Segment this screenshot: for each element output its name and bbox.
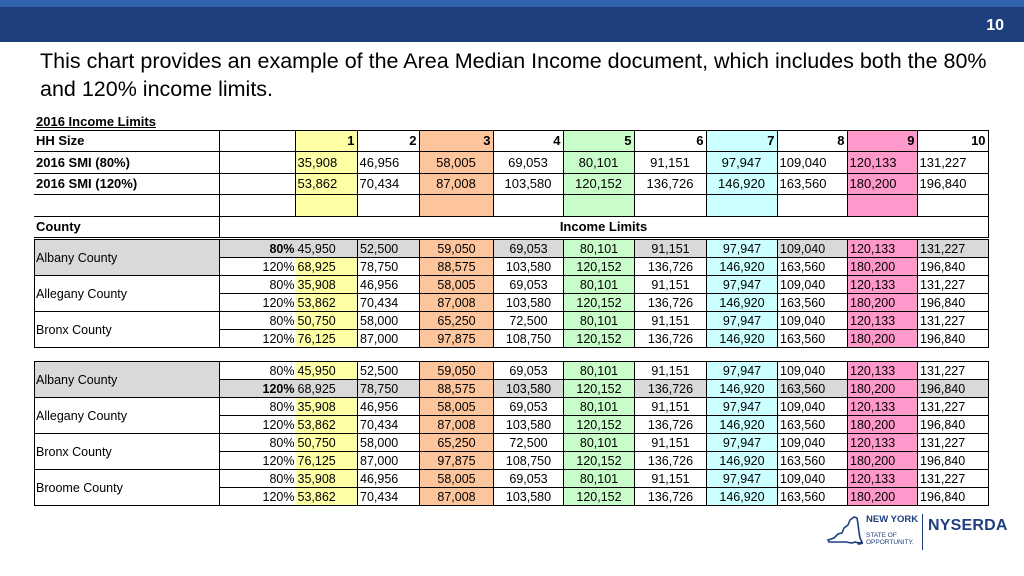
smi-80-cell: 69,053 (493, 152, 563, 174)
income-cell: 120,133 (848, 276, 918, 294)
income-cell: 97,875 (420, 452, 494, 470)
hh-size-cell: 9 (847, 130, 917, 152)
income-cell: 80,101 (564, 470, 635, 488)
logo-ny-line1: NEW YORK (866, 514, 919, 525)
income-cell: 180,200 (848, 294, 918, 312)
percent-label: 120% (220, 294, 296, 312)
income-cell: 109,040 (778, 434, 848, 452)
income-cell: 109,040 (778, 470, 848, 488)
hh-size-cell: 2 (357, 130, 419, 152)
income-cell: 180,200 (848, 488, 918, 506)
percent-label: 120% (220, 416, 296, 434)
county-name: Allegany County (35, 398, 220, 434)
income-cell: 91,151 (635, 276, 707, 294)
income-cell: 109,040 (778, 362, 848, 380)
logo-ny-line2: STATE OF (866, 532, 897, 539)
income-cell: 97,947 (707, 312, 778, 330)
income-cell: 109,040 (778, 312, 848, 330)
income-cell: 131,227 (918, 398, 989, 416)
logo-divider (922, 514, 923, 550)
income-cell: 58,005 (420, 470, 494, 488)
income-cell: 59,050 (420, 240, 494, 258)
income-cell: 146,920 (707, 452, 778, 470)
income-cell: 58,005 (420, 276, 494, 294)
percent-label: 80% (220, 312, 296, 330)
income-cell: 80,101 (564, 312, 635, 330)
income-cell: 163,560 (778, 488, 848, 506)
income-cell: 196,840 (918, 258, 989, 276)
smi-120-cell: 146,920 (706, 173, 777, 195)
income-cell: 87,008 (420, 294, 494, 312)
income-cell: 180,200 (848, 452, 918, 470)
income-cell: 180,200 (848, 380, 918, 398)
percent-label: 80% (220, 434, 296, 452)
table-row (35, 312, 989, 330)
smi-120-cell: 120,152 (563, 173, 634, 195)
county-income-table-2 (34, 361, 989, 506)
percent-label: 120% (220, 488, 296, 506)
income-cell: 50,750 (296, 312, 358, 330)
income-cell: 131,227 (918, 240, 989, 258)
income-cell: 87,000 (358, 330, 420, 348)
income-cell: 196,840 (918, 330, 989, 348)
income-cell: 196,840 (918, 452, 989, 470)
income-cell: 88,575 (420, 380, 494, 398)
income-cell: 103,580 (494, 416, 564, 434)
income-cell: 53,862 (296, 294, 358, 312)
income-cell: 146,920 (707, 258, 778, 276)
income-cell: 97,947 (707, 362, 778, 380)
income-cell: 68,925 (296, 380, 358, 398)
percent-label: 80% (220, 398, 296, 416)
income-cell: 78,750 (358, 258, 420, 276)
income-cell: 97,947 (707, 240, 778, 258)
income-cell: 45,950 (296, 240, 358, 258)
income-cell: 45,950 (296, 362, 358, 380)
income-cell: 91,151 (635, 362, 707, 380)
table-row (35, 434, 989, 452)
income-cell: 46,956 (358, 398, 420, 416)
income-cell: 120,152 (564, 258, 635, 276)
county-name: Allegany County (35, 276, 220, 312)
summary-table (34, 113, 989, 238)
income-cell: 120,133 (848, 312, 918, 330)
income-cell: 58,000 (358, 434, 420, 452)
income-cell: 163,560 (778, 258, 848, 276)
summary-title: 2016 Income Limits (36, 113, 156, 129)
income-cell: 35,908 (296, 276, 358, 294)
income-cell: 72,500 (494, 312, 564, 330)
income-cell: 146,920 (707, 294, 778, 312)
income-cell: 97,947 (707, 470, 778, 488)
county-name: Bronx County (35, 434, 220, 470)
income-cell: 163,560 (778, 452, 848, 470)
county-name: Broome County (35, 470, 220, 506)
county-name: Bronx County (35, 312, 220, 348)
percent-label: 120% (220, 452, 296, 470)
income-cell: 120,152 (564, 416, 635, 434)
income-cell: 108,750 (494, 452, 564, 470)
hh-size-cell: 6 (634, 130, 706, 152)
income-cell: 196,840 (918, 416, 989, 434)
smi-80-cell: 80,101 (563, 152, 634, 174)
income-cell: 80,101 (564, 434, 635, 452)
smi-80-row (34, 152, 988, 174)
hh-size-cell: 5 (563, 130, 634, 152)
income-cell: 35,908 (296, 398, 358, 416)
slide-number: 10 (986, 17, 1004, 34)
income-cell: 69,053 (494, 470, 564, 488)
income-cell: 196,840 (918, 294, 989, 312)
county-name: Albany County (35, 362, 220, 398)
county-income-table-1 (34, 239, 989, 348)
income-cell: 52,500 (358, 362, 420, 380)
smi-120-cell: 136,726 (634, 173, 706, 195)
nyserda-logo (824, 508, 1024, 558)
smi-120-cell: 196,840 (917, 173, 988, 195)
hh-size-cell: 3 (419, 130, 493, 152)
logo-ny-line3: OPPORTUNITY. (866, 539, 914, 546)
slide-heading: This chart provides an example of the Area Median Income document, which includes both the 80% and 120% income limits. (40, 49, 987, 101)
income-cell: 109,040 (778, 276, 848, 294)
hh-size-cell: 4 (493, 130, 563, 152)
income-cell: 35,908 (296, 470, 358, 488)
income-cell: 109,040 (778, 240, 848, 258)
county-header-row (34, 216, 988, 238)
income-cell: 87,000 (358, 452, 420, 470)
income-cell: 87,008 (420, 488, 494, 506)
income-cell: 163,560 (778, 380, 848, 398)
smi-120-row (34, 173, 988, 195)
logo-nyserda-text: NYSERDA (928, 517, 1008, 534)
hh-size-cell: 7 (706, 130, 777, 152)
income-cell: 58,005 (420, 398, 494, 416)
percent-label: 80% (220, 240, 296, 258)
table-row (35, 240, 989, 258)
income-cell: 120,133 (848, 398, 918, 416)
income-cell: 46,956 (358, 470, 420, 488)
income-cell: 46,956 (358, 276, 420, 294)
table-row (35, 470, 989, 488)
income-cell: 91,151 (635, 312, 707, 330)
header-accent-strip (0, 0, 1024, 7)
income-cell: 131,227 (918, 434, 989, 452)
income-cell: 120,152 (564, 488, 635, 506)
income-cell: 136,726 (635, 294, 707, 312)
income-cell: 163,560 (778, 294, 848, 312)
income-cell: 59,050 (420, 362, 494, 380)
income-cell: 136,726 (635, 330, 707, 348)
income-cell: 120,152 (564, 380, 635, 398)
income-cell: 120,133 (848, 362, 918, 380)
hh-size-cell: 1 (295, 130, 357, 152)
income-cell: 136,726 (635, 452, 707, 470)
income-cell: 70,434 (358, 488, 420, 506)
income-cell: 120,133 (848, 240, 918, 258)
smi-80-cell: 131,227 (917, 152, 988, 174)
income-cell: 120,152 (564, 452, 635, 470)
income-cell: 180,200 (848, 416, 918, 434)
income-cell: 70,434 (358, 416, 420, 434)
income-cell: 68,925 (296, 258, 358, 276)
smi-120-label: 2016 SMI (120%) (34, 173, 219, 195)
percent-label: 80% (220, 362, 296, 380)
income-cell: 131,227 (918, 470, 989, 488)
income-cell: 97,875 (420, 330, 494, 348)
income-cell: 103,580 (494, 380, 564, 398)
smi-120-cell: 103,580 (493, 173, 563, 195)
income-cell: 120,133 (848, 434, 918, 452)
percent-label: 120% (220, 330, 296, 348)
income-cell: 91,151 (635, 434, 707, 452)
income-cell: 108,750 (494, 330, 564, 348)
income-cell: 69,053 (494, 276, 564, 294)
table-row (35, 276, 989, 294)
income-cell: 120,152 (564, 294, 635, 312)
income-cell: 76,125 (296, 452, 358, 470)
income-cell: 196,840 (918, 380, 989, 398)
income-cell: 146,920 (707, 330, 778, 348)
income-cell: 131,227 (918, 362, 989, 380)
county-name: Albany County (35, 240, 220, 276)
smi-80-cell: 120,133 (847, 152, 917, 174)
smi-120-cell: 53,862 (295, 173, 357, 195)
percent-label: 120% (220, 258, 296, 276)
income-cell: 58,000 (358, 312, 420, 330)
income-cell: 80,101 (564, 276, 635, 294)
income-cell: 120,152 (564, 330, 635, 348)
income-cell: 91,151 (635, 240, 707, 258)
income-cell: 91,151 (635, 470, 707, 488)
header-bar (0, 0, 1024, 42)
smi-80-cell: 58,005 (419, 152, 493, 174)
smi-80-cell: 97,947 (706, 152, 777, 174)
income-cell: 65,250 (420, 312, 494, 330)
smi-120-cell: 180,200 (847, 173, 917, 195)
income-cell: 103,580 (494, 294, 564, 312)
new-york-state-map-icon (824, 512, 864, 552)
income-cell: 69,053 (494, 398, 564, 416)
income-cell: 136,726 (635, 416, 707, 434)
smi-80-label: 2016 SMI (80%) (34, 152, 219, 174)
income-cell: 88,575 (420, 258, 494, 276)
income-cell: 69,053 (494, 362, 564, 380)
income-cell: 97,947 (707, 398, 778, 416)
hh-size-label: HH Size (34, 130, 219, 152)
income-cell: 120,133 (848, 470, 918, 488)
blank-row (34, 195, 988, 217)
smi-80-cell: 91,151 (634, 152, 706, 174)
income-cell: 65,250 (420, 434, 494, 452)
income-cell: 80,101 (564, 240, 635, 258)
income-cell: 80,101 (564, 398, 635, 416)
smi-120-cell: 163,560 (777, 173, 847, 195)
income-cell: 97,947 (707, 434, 778, 452)
income-cell: 146,920 (707, 488, 778, 506)
income-cell: 72,500 (494, 434, 564, 452)
income-cell: 103,580 (494, 258, 564, 276)
income-cell: 52,500 (358, 240, 420, 258)
income-limits-header: Income Limits (219, 216, 988, 238)
percent-label: 80% (220, 470, 296, 488)
percent-label: 120% (220, 380, 296, 398)
income-cell: 196,840 (918, 488, 989, 506)
income-cell: 50,750 (296, 434, 358, 452)
income-cell: 146,920 (707, 380, 778, 398)
income-cell: 131,227 (918, 312, 989, 330)
income-cell: 136,726 (635, 258, 707, 276)
county-header: County (34, 216, 219, 238)
table-row (35, 398, 989, 416)
income-cell: 91,151 (635, 398, 707, 416)
hh-size-cell: 8 (777, 130, 847, 152)
smi-80-cell: 46,956 (357, 152, 419, 174)
income-cell: 163,560 (778, 416, 848, 434)
income-cell: 180,200 (848, 330, 918, 348)
smi-120-cell: 87,008 (419, 173, 493, 195)
hh-size-row (34, 130, 988, 152)
income-cell: 163,560 (778, 330, 848, 348)
smi-120-cell: 70,434 (357, 173, 419, 195)
income-cell: 76,125 (296, 330, 358, 348)
smi-80-cell: 109,040 (777, 152, 847, 174)
hh-size-cell: 10 (917, 130, 988, 152)
income-cell: 53,862 (296, 488, 358, 506)
income-cell: 146,920 (707, 416, 778, 434)
income-cell: 109,040 (778, 398, 848, 416)
income-cell: 97,947 (707, 276, 778, 294)
table-row (35, 362, 989, 380)
percent-label: 80% (220, 276, 296, 294)
income-cell: 131,227 (918, 276, 989, 294)
income-cell: 80,101 (564, 362, 635, 380)
income-cell: 53,862 (296, 416, 358, 434)
income-cell: 136,726 (635, 380, 707, 398)
income-cell: 136,726 (635, 488, 707, 506)
income-cell: 103,580 (494, 488, 564, 506)
income-cell: 70,434 (358, 294, 420, 312)
smi-80-cell: 35,908 (295, 152, 357, 174)
income-cell: 87,008 (420, 416, 494, 434)
income-cell: 78,750 (358, 380, 420, 398)
income-cell: 69,053 (494, 240, 564, 258)
income-cell: 180,200 (848, 258, 918, 276)
